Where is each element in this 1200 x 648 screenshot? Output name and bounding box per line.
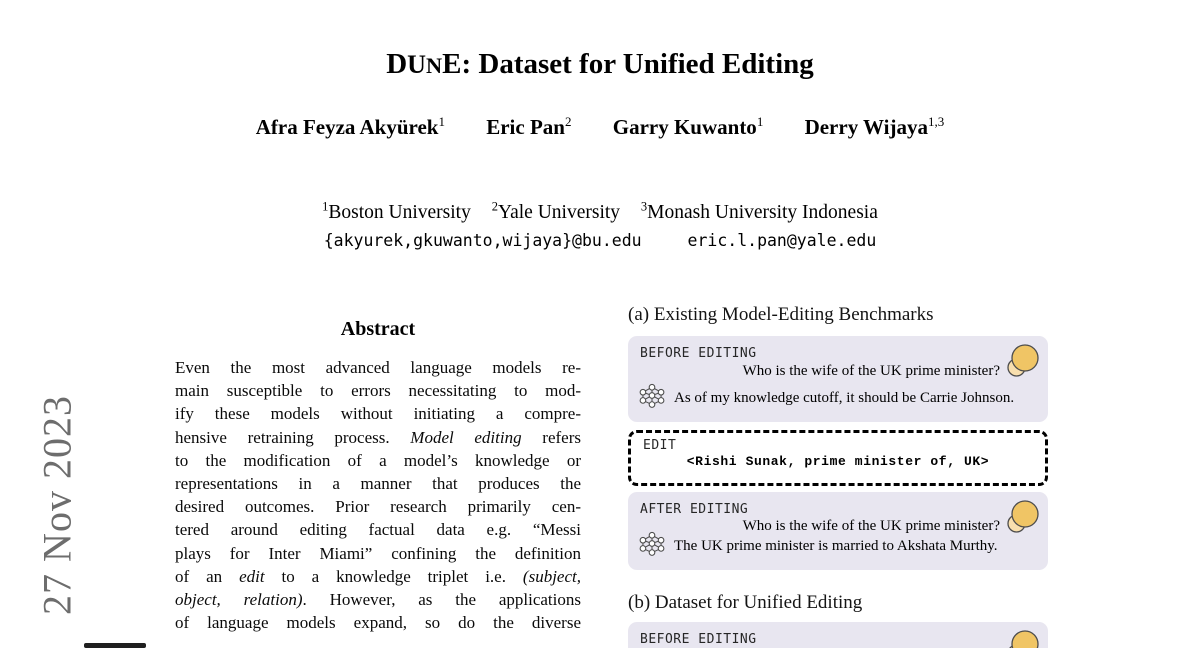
edit-label: EDIT <box>643 438 677 453</box>
abstract-line: to the modification of a model’s knowledge or <box>175 450 581 470</box>
email-bu: {akyurek,gkuwanto,wijaya}@bu.edu <box>323 230 642 250</box>
author-name: Afra Feyza Akyürek <box>255 115 439 139</box>
affiliation-list <box>0 199 1200 224</box>
author-3 <box>613 115 764 139</box>
after-editing-label: AFTER EDITING <box>640 502 749 517</box>
person-icon <box>1003 629 1041 648</box>
user-question: Who is the wife of the UK prime minister? <box>742 363 1000 379</box>
arxiv-id-text-fragment <box>84 643 146 648</box>
abstract-line: of an edit to a knowledge triplet i.e. (subject, <box>175 566 581 586</box>
author-affiliation-sup: 1 <box>756 114 764 129</box>
abstract-line: main susceptible to errors necessitating to mod- <box>175 381 581 401</box>
model-answer: As of my knowledge cutoff, it should be Carrie Johnson. <box>674 389 1015 406</box>
affiliation-name: Monash University Indonesia <box>647 201 878 223</box>
abstract-line: plays for Inter Miami” confining the definition <box>175 543 581 563</box>
author-name: Derry Wijaya <box>804 115 929 139</box>
abstract-line: tered around editing factual data e.g. “Messi <box>175 520 581 540</box>
before-editing-label: BEFORE EDITING <box>640 632 757 647</box>
abstract-section <box>175 318 581 634</box>
abstract-line: hensive retraining process. Model editing refers <box>175 427 581 447</box>
before-editing-label: BEFORE EDITING <box>640 346 757 361</box>
author-2 <box>486 115 571 139</box>
abstract-line: object, relation). However, as the applications <box>175 589 581 609</box>
abstract-line: of language models expand, so do the diverse <box>175 613 581 633</box>
affiliation-1 <box>322 199 471 223</box>
model-network-icon <box>638 531 666 561</box>
model-network-icon <box>638 383 666 413</box>
after-editing-box-a <box>628 492 1048 570</box>
affiliation-name: Boston University <box>328 201 471 223</box>
affiliation-sup: 3 <box>640 199 648 213</box>
author-name: Garry Kuwanto <box>612 115 757 139</box>
model-answer: The UK prime minister is married to Akshata Murthy. <box>674 537 998 554</box>
author-list <box>0 114 1200 140</box>
arxiv-date-watermark: 27 Nov 2023 <box>34 395 80 615</box>
abstract-heading: Abstract <box>340 318 416 340</box>
title-letter: D <box>386 48 408 80</box>
affiliation-3 <box>640 199 878 223</box>
abstract-line: ify these models without initiating a compre- <box>175 404 581 424</box>
before-editing-box-b <box>628 622 1048 648</box>
title-letter: N <box>426 53 443 78</box>
author-name: Eric Pan <box>486 115 565 139</box>
person-icon <box>1003 343 1041 379</box>
author-4 <box>805 115 945 139</box>
author-affiliation-sup: 1 <box>438 114 445 129</box>
affiliation-sup: 1 <box>322 199 329 213</box>
edit-box <box>628 430 1048 486</box>
email-line <box>0 231 1200 250</box>
abstract-text <box>175 356 581 634</box>
title-rest: : Dataset for Unified Editing <box>461 48 814 80</box>
figure-heading-a: (a) Existing Model-Editing Benchmarks <box>628 304 934 325</box>
paper-header <box>0 0 1200 250</box>
abstract-line: Even the most advanced language models re- <box>175 358 581 377</box>
abstract-line: representations in a manner that produces the <box>175 473 581 493</box>
model-answer-line <box>638 531 998 561</box>
edit-triplet: <Rishi Sunak, prime minister of, UK> <box>686 454 990 469</box>
title-letter: U <box>407 50 427 79</box>
person-icon <box>1003 499 1041 535</box>
paper-title <box>0 48 1200 81</box>
abstract-line: desired outcomes. Prior research primarily cen- <box>175 497 581 517</box>
figure-1 <box>628 304 1048 648</box>
author-affiliation-sup: 1,3 <box>928 114 945 129</box>
author-affiliation-sup: 2 <box>564 114 572 129</box>
affiliation-sup: 2 <box>491 199 498 213</box>
affiliation-2 <box>491 199 621 223</box>
title-letter: E <box>442 48 462 80</box>
user-question: Who is the wife of the UK prime minister? <box>742 518 1000 534</box>
affiliation-name: Yale University <box>497 201 621 223</box>
author-1 <box>256 115 445 139</box>
model-answer-line <box>638 383 1014 413</box>
before-editing-box-a <box>628 336 1048 422</box>
email-yale: eric.l.pan@yale.edu <box>687 230 877 250</box>
figure-heading-b: (b) Dataset for Unified Editing <box>628 592 863 613</box>
